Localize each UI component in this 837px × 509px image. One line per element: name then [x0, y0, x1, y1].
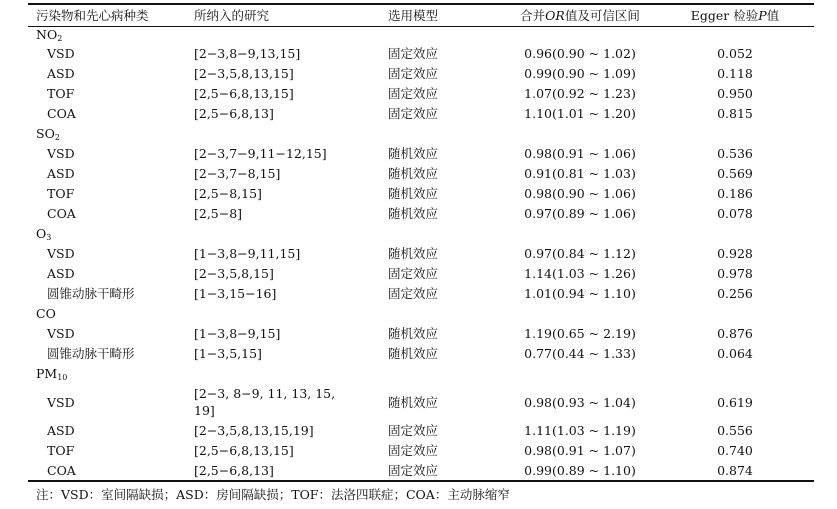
row-model: 随机效应 — [388, 186, 439, 201]
row-label: VSD — [47, 395, 75, 410]
row-studies: [2−3,8−9,13,15] — [194, 46, 301, 61]
group-o3-label: $O_3$ — [36, 226, 52, 242]
row-label: COA — [47, 206, 76, 221]
header-egger-post: 值 — [766, 8, 780, 23]
row-model: 固定效应 — [388, 266, 439, 281]
row-p: 0.876 — [717, 326, 753, 341]
row-model: 固定效应 — [388, 106, 439, 121]
row-studies: [2−3,7−8,15] — [194, 166, 281, 181]
row-p: 0.815 — [717, 106, 753, 121]
row-or: 0.97(0.89 ~ 1.06) — [524, 206, 636, 221]
row-label: ASD — [47, 66, 75, 81]
row-studies: [1−3,8−9,11,15] — [194, 246, 301, 261]
row-p: 0.874 — [717, 463, 753, 478]
row-p: 0.556 — [717, 423, 753, 438]
row-or: 1.10(1.01 ~ 1.20) — [524, 106, 636, 121]
row-studies: [1−3,8−9,15] — [194, 326, 281, 341]
header-egger-pre: Egger 检验 — [690, 8, 759, 23]
row-p: 0.118 — [717, 66, 753, 81]
row-studies: [2,5−6,8,13,15] — [194, 86, 294, 101]
row-model: 固定效应 — [388, 463, 439, 478]
row-studies: [2,5−6,8,13] — [194, 106, 274, 121]
row-or: 0.99(0.89 ~ 1.10) — [524, 463, 636, 478]
row-p: 0.569 — [717, 166, 753, 181]
row-label: VSD — [47, 46, 75, 61]
row-p: 0.536 — [717, 146, 753, 161]
row-p: 0.950 — [717, 86, 753, 101]
row-model: 固定效应 — [388, 443, 439, 458]
row-model: 固定效应 — [388, 286, 439, 301]
row-studies: [1−3,5,15] — [194, 346, 262, 361]
row-model: 固定效应 — [388, 423, 439, 438]
row-p: 0.078 — [717, 206, 753, 221]
row-label: TOF — [47, 86, 75, 101]
row-studies: [2−3,7−9,11−12,15] — [194, 146, 327, 161]
row-or: 0.99(0.90 ~ 1.09) — [524, 66, 636, 81]
row-label: ASD — [47, 166, 75, 181]
row-label: VSD — [47, 146, 75, 161]
row-studies: [2−3,5,8,13,15,19] — [194, 423, 314, 438]
header-model: 选用模型 — [388, 8, 439, 23]
row-label: ASD — [47, 423, 75, 438]
row-model: 随机效应 — [388, 246, 439, 261]
row-p: 0.619 — [717, 395, 753, 410]
row-or: 0.97(0.84 ~ 1.12) — [524, 246, 636, 261]
row-model: 随机效应 — [388, 326, 439, 341]
row-label: VSD — [47, 326, 75, 341]
row-or: 0.98(0.90 ~ 1.06) — [524, 186, 636, 201]
row-or: 0.98(0.93 ~ 1.04) — [524, 395, 636, 410]
row-label: 圆锥动脉干畸形 — [47, 346, 135, 361]
group-co-label: CO — [36, 306, 56, 321]
row-or: 1.14(1.03 ~ 1.26) — [524, 266, 636, 281]
row-label: TOF — [47, 443, 75, 458]
row-model: 固定效应 — [388, 86, 439, 101]
row-p: 0.978 — [717, 266, 753, 281]
header-rule — [28, 26, 814, 27]
row-studies: [2−3,5,8,13,15] — [194, 66, 294, 81]
row-label: 圆锥动脉干畸形 — [47, 286, 135, 301]
row-or: 1.19(0.65 ~ 2.19) — [524, 326, 636, 341]
row-p: 0.052 — [717, 46, 753, 61]
row-studies: [1−3,15−16] — [194, 286, 277, 301]
row-label: TOF — [47, 186, 75, 201]
row-studies: [2,5−6,8,13,15] — [194, 443, 294, 458]
row-studies: [2,5−8,15] — [194, 186, 262, 201]
row-or: 0.91(0.81 ~ 1.03) — [524, 166, 636, 181]
row-studies: [2,5−8] — [194, 206, 243, 221]
row-studies-line2: 19] — [194, 403, 215, 418]
row-or: 1.11(1.03 ~ 1.19) — [524, 423, 636, 438]
row-model: 随机效应 — [388, 146, 439, 161]
group-so2-label: $SO_2$ — [36, 126, 60, 142]
header-or-pre: 合并 — [520, 8, 546, 23]
row-model: 随机效应 — [388, 206, 439, 221]
row-label: VSD — [47, 246, 75, 261]
header-or — [480, 8, 680, 24]
row-p: 0.064 — [717, 346, 753, 361]
header-egger — [690, 8, 780, 24]
top-rule — [28, 3, 814, 5]
row-studies: [2,5−6,8,13] — [194, 463, 274, 478]
header-or-italic: OR — [545, 8, 565, 23]
row-or: 0.98(0.91 ~ 1.06) — [524, 146, 636, 161]
row-or: 0.77(0.44 ~ 1.33) — [524, 346, 636, 361]
row-model: 固定效应 — [388, 66, 439, 81]
row-model: 随机效应 — [388, 395, 439, 410]
row-or: 0.96(0.90 ~ 1.02) — [524, 46, 636, 61]
group-pm10-label: $PM_{10}$ — [36, 366, 68, 382]
row-label: COA — [47, 463, 76, 478]
row-p: 0.186 — [717, 186, 753, 201]
header-egger-italic: P — [758, 8, 767, 23]
row-or: 1.07(0.92 ~ 1.23) — [524, 86, 636, 101]
row-label: COA — [47, 106, 76, 121]
row-or: 1.01(0.94 ~ 1.10) — [524, 286, 636, 301]
row-or: 0.98(0.91 ~ 1.07) — [524, 443, 636, 458]
row-label: ASD — [47, 266, 75, 281]
group-no2-label: $NO_2$ — [36, 27, 63, 43]
row-studies-line1: [2−3, 8−9, 11, 13, 15, — [194, 386, 336, 401]
row-studies: [2−3,5,8,15] — [194, 266, 274, 281]
row-p: 0.256 — [717, 286, 753, 301]
header-studies: 所纳入的研究 — [194, 8, 270, 23]
row-model: 随机效应 — [388, 346, 439, 361]
row-model: 固定效应 — [388, 46, 439, 61]
row-p: 0.928 — [717, 246, 753, 261]
bottom-rule — [28, 480, 814, 482]
header-or-post: 值及可信区间 — [564, 8, 640, 23]
table-footnote: 注：VSD：室间隔缺损；ASD：房间隔缺损；TOF：法洛四联症；COA：主动脉缩窄 — [36, 487, 510, 502]
header-pollutant: 污染物和先心病种类 — [36, 8, 149, 23]
row-p: 0.740 — [717, 443, 753, 458]
row-model: 随机效应 — [388, 166, 439, 181]
